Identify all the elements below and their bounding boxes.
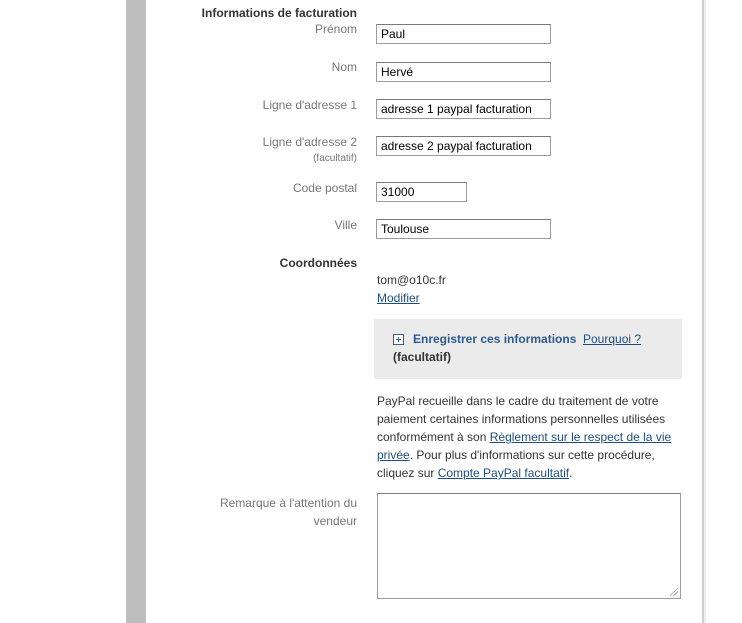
save-info-panel xyxy=(374,319,682,379)
address1-field[interactable]: adresse 1 paypal facturation xyxy=(376,99,551,119)
remark-label: Remarque à l'attention du vendeur xyxy=(219,496,357,528)
address1-label: Ligne d'adresse 1 xyxy=(262,98,357,112)
first-name-label: Prénom xyxy=(314,22,357,36)
address2-label-group xyxy=(263,134,357,166)
address2-optional-hint: (facultatif) xyxy=(313,153,357,164)
privacy-text-2: . Pour plus d'informations sur cette procédure, cliquez sur xyxy=(377,448,655,480)
contact-section-title: Coordonnées xyxy=(279,256,357,270)
postal-code-field[interactable]: 31000 xyxy=(376,182,467,202)
right-border-shadow xyxy=(704,0,706,623)
city-field[interactable]: Toulouse xyxy=(376,219,551,239)
privacy-text-1: PayPal recueille dans le cadre du traitement de votre paiement certaines informations personnelles utilisées conformément à son xyxy=(377,394,666,444)
first-name-field[interactable]: Paul xyxy=(376,24,551,44)
modify-contact-link[interactable]: Modifier xyxy=(377,291,420,305)
last-name-field[interactable]: Hervé xyxy=(376,62,551,82)
resize-grip-icon[interactable] xyxy=(670,588,678,596)
privacy-notice xyxy=(377,392,687,482)
save-info-title[interactable]: Enregistrer ces informations xyxy=(413,332,577,346)
city-label: Ville xyxy=(334,218,357,232)
privacy-text-3: . xyxy=(569,466,573,480)
privacy-policy-link[interactable]: Règlement sur le respect de la vie privée xyxy=(377,430,672,462)
last-name-label: Nom xyxy=(331,60,357,74)
address2-label: Ligne d'adresse 2 xyxy=(262,135,357,149)
optional-account-link[interactable]: Compte PayPal facultatif xyxy=(437,466,570,480)
save-info-optional: (facultatif) xyxy=(393,350,451,364)
billing-section-title: Informations de facturation xyxy=(201,6,357,20)
plus-box-icon[interactable] xyxy=(393,334,404,345)
postal-code-label: Code postal xyxy=(292,181,357,195)
address2-field[interactable]: adresse 2 paypal facturation xyxy=(376,136,551,156)
remark-textarea[interactable] xyxy=(377,493,681,599)
why-link[interactable]: Pourquoi ? xyxy=(583,332,642,346)
left-margin-bar xyxy=(126,0,146,623)
contact-email: tom@o10c.fr xyxy=(377,273,446,287)
